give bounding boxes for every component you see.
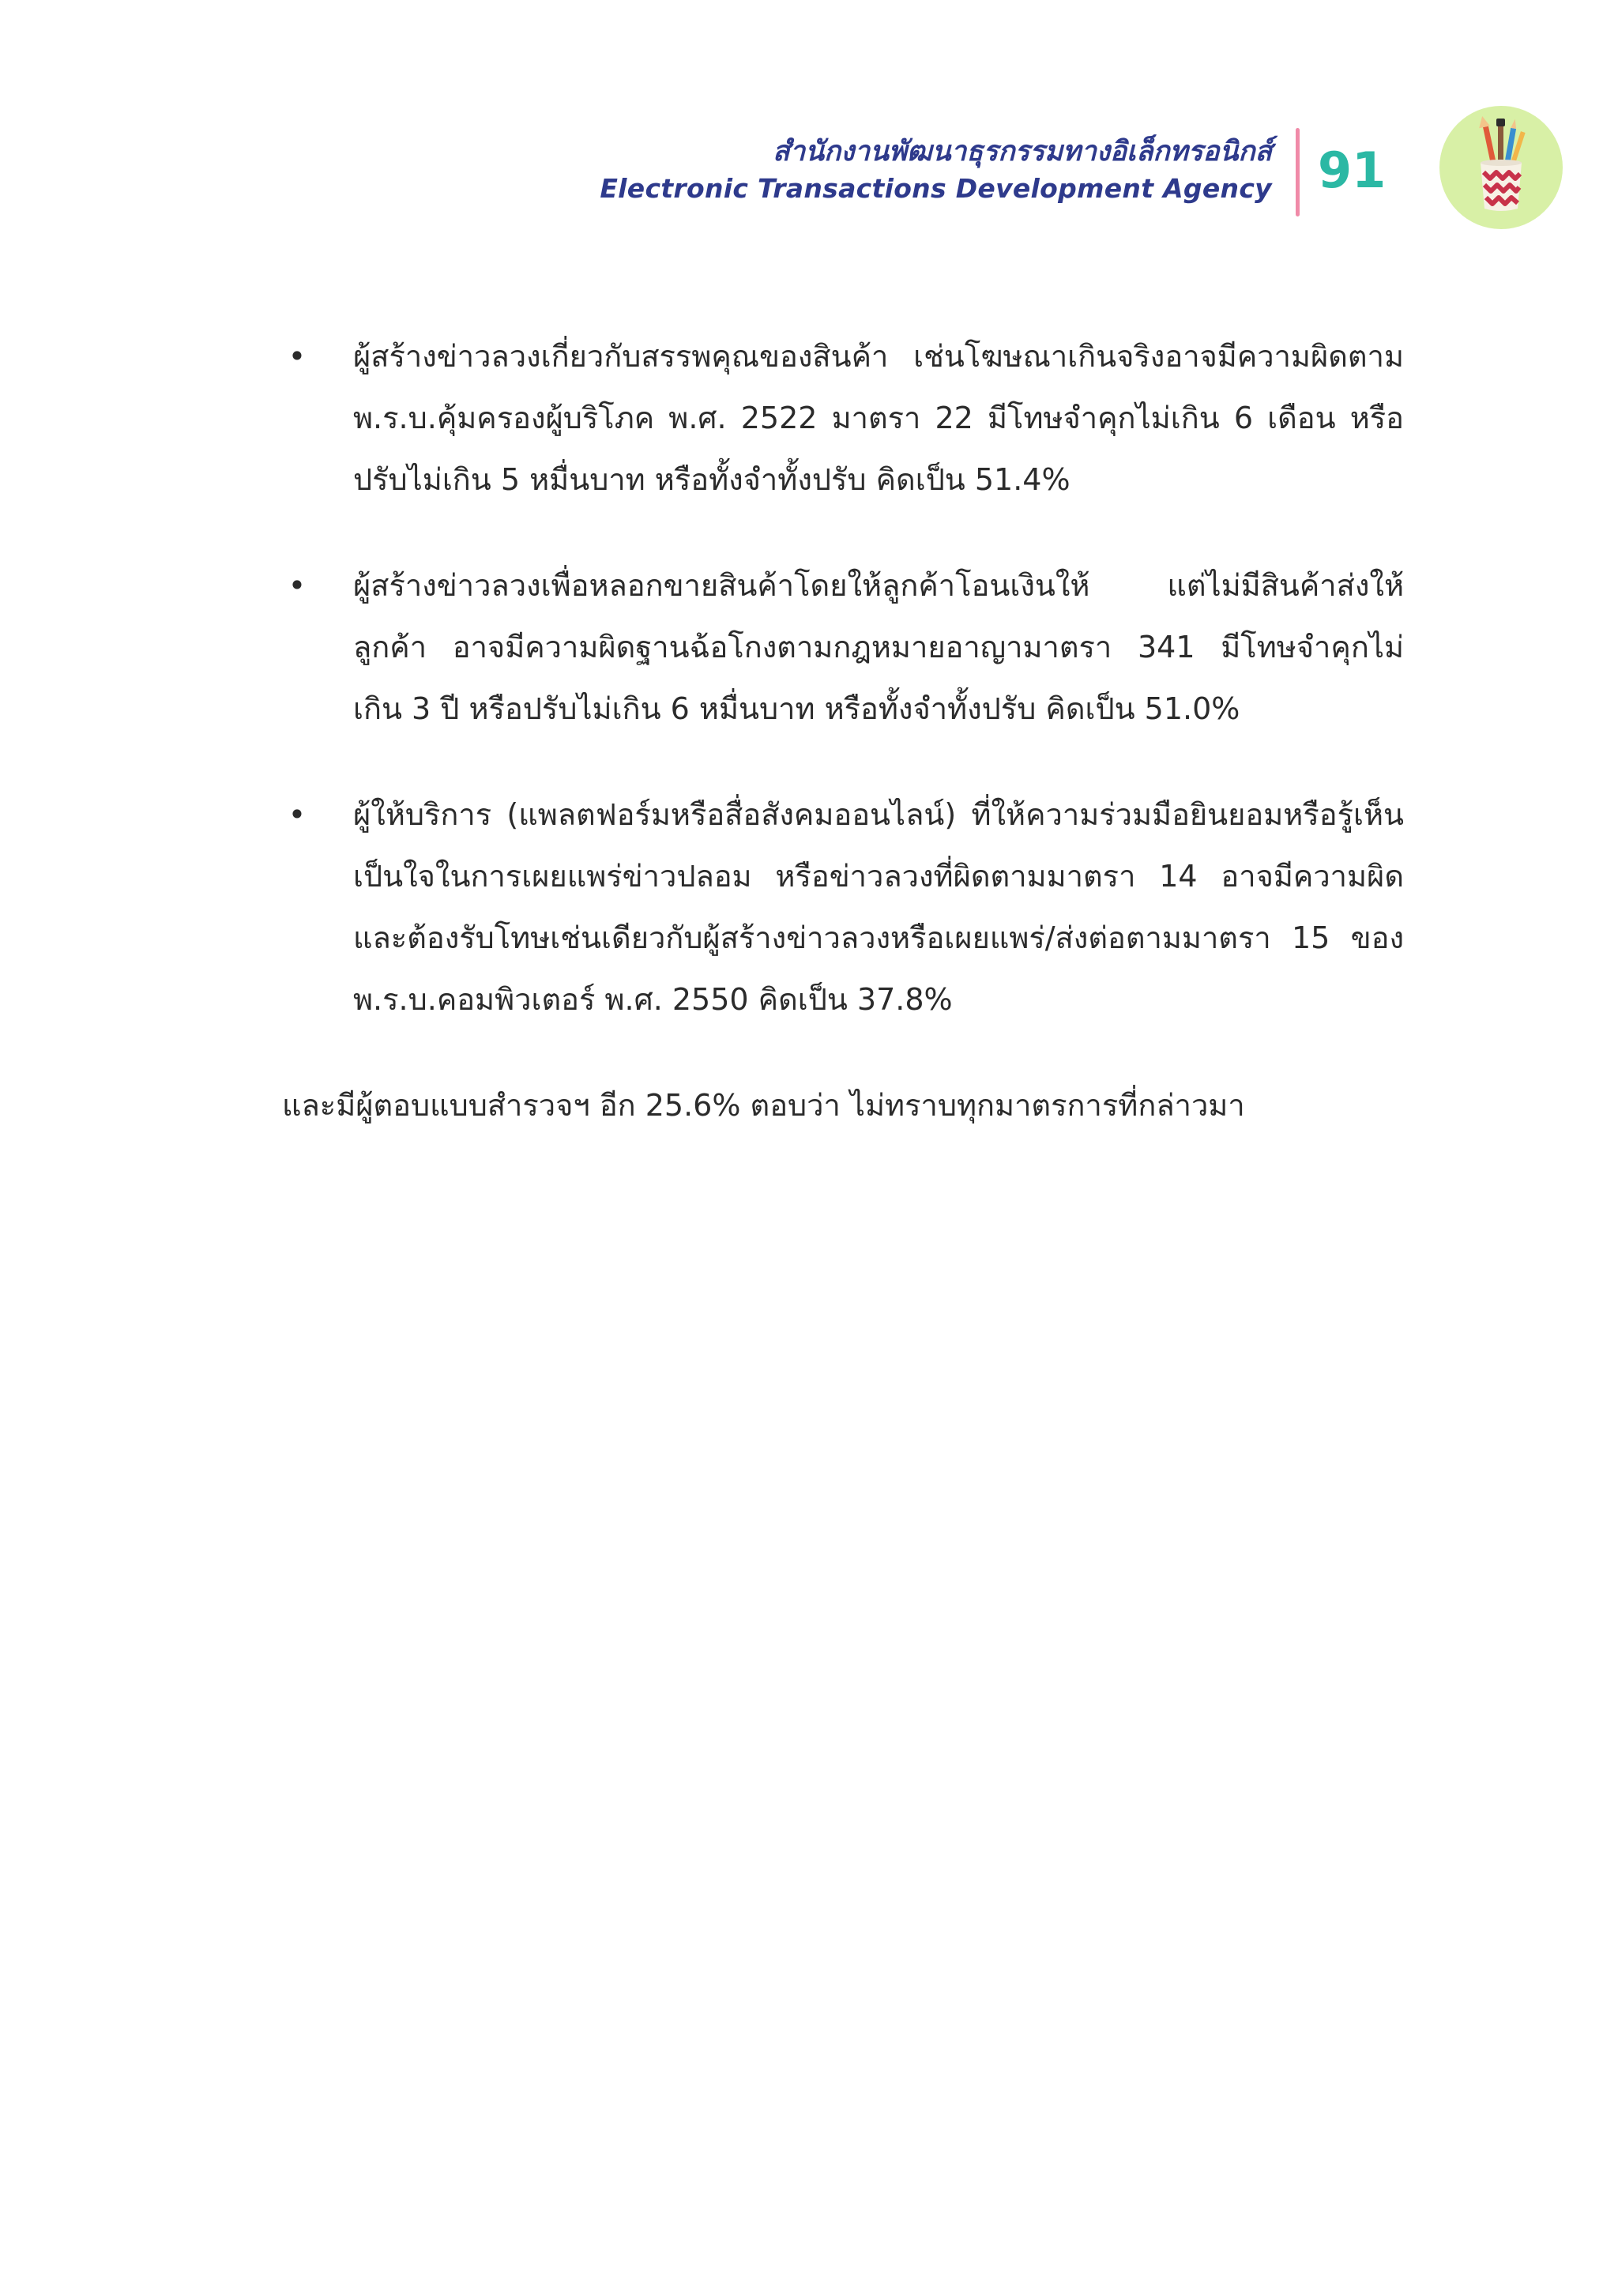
page-number: 91 — [1318, 141, 1387, 199]
document-body — [282, 326, 1404, 1136]
list-item — [282, 555, 1404, 740]
bullet-marker: • — [288, 797, 307, 832]
list-item — [282, 326, 1404, 510]
list-item-text: ผู้ให้บริการ (แพลตฟอร์มหรือสื่อสังคมออนไลน์) ที่ให้ความร่วมมือยินยอมหรือรู้เห็นเป็นใจในการเผยแพร่ข่าวปลอม หรือข่าวลวงที่ผิดตามมาตรา 14 อาจมีความผิดและต้องรับโทษเช่นเดียวกับผู้สร้างข่าวลวงหรือเผยแพร่/ส่งต่อตามมาตรา 15 ของ พ.ร.บ.คอมพิวเตอร์ พ.ศ. 2550 คิดเป็น 37.8% — [353, 797, 1404, 1017]
list-item — [282, 784, 1404, 1030]
bullet-marker: • — [288, 568, 307, 603]
pencil-cup-icon — [1439, 106, 1563, 229]
bullet-marker: • — [288, 339, 307, 374]
list-item-text: ผู้สร้างข่าวลวงเพื่อหลอกขายสินค้าโดยให้ลูกค้าโอนเงินให้ แต่ไม่มีสินค้าส่งให้ลูกค้า อาจมีความผิดฐานฉ้อโกงตามกฎหมายอาญามาตรา 341 มีโทษจำคุกไม่เกิน 3 ปี หรือปรับไม่เกิน 6 หมื่นบาท หรือทั้งจำทั้งปรับ คิดเป็น 51.0% — [353, 568, 1404, 726]
list-item-text: ผู้สร้างข่าวลวงเกี่ยวกับสรรพคุณของสินค้า เช่นโฆษณาเกินจริงอาจมีความผิดตาม พ.ร.บ.คุ้มครองผู้บริโภค พ.ศ. 2522 มาตรา 22 มีโทษจำคุกไม่เกิน 6 เดือน หรือปรับไม่เกิน 5 หมื่นบาท หรือทั้งจำทั้งปรับ คิดเป็น 51.4% — [353, 339, 1404, 497]
closing-paragraph: และมีผู้ตอบแบบสำรวจฯ อีก 25.6% ตอบว่า ไม่ทราบทุกมาตรการที่กล่าวมา — [282, 1088, 1245, 1123]
org-name-thai: สำนักงานพัฒนาธุรกรรมทางอิเล็กทรอนิกส์ — [773, 136, 1272, 167]
org-name-english: Electronic Transactions Development Agency — [600, 173, 1272, 204]
pencil-cup-icon-graphic — [1439, 106, 1563, 229]
page-header — [600, 133, 1272, 207]
header-divider — [1296, 128, 1300, 216]
